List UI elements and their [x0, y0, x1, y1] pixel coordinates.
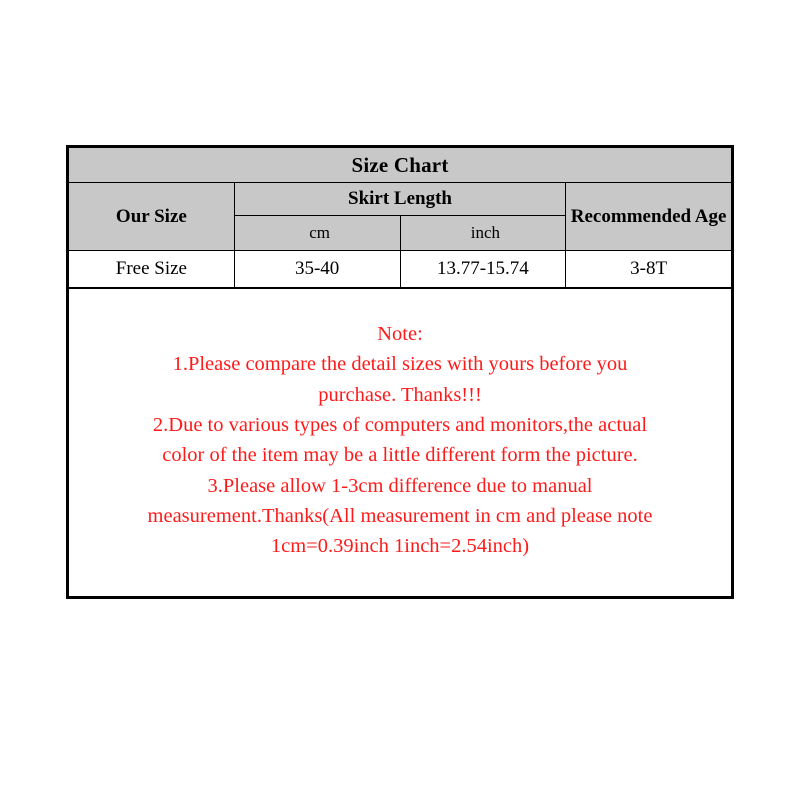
note-block: [69, 288, 731, 596]
cell-our-size: Free Size: [69, 251, 235, 288]
note-line-2: purchase. Thanks!!!: [318, 383, 482, 406]
header-our-size: Our Size: [69, 183, 235, 251]
table-row-note: [69, 288, 732, 597]
table-row-header-top: [69, 183, 732, 216]
note-line-4: color of the item may be a little different form the picture.: [162, 444, 638, 467]
note-title: Note:: [377, 323, 423, 345]
note-container: [69, 288, 732, 597]
note-line-6: measurement.Thanks(All measurement in cm and please note: [147, 504, 653, 527]
note-line-5: 3.Please allow 1-3cm difference due to manual: [207, 474, 593, 497]
cell-length-cm: 35-40: [234, 251, 400, 288]
size-chart-table: [68, 147, 732, 597]
cell-recommended-age: 3-8T: [566, 251, 732, 288]
header-skirt-length: Skirt Length: [234, 183, 566, 216]
header-recommended-age: Recommended Age: [566, 183, 732, 251]
header-unit-inch: inch: [400, 216, 566, 251]
table-row-title: [69, 148, 732, 183]
cell-length-inch: 13.77-15.74: [400, 251, 566, 288]
note-line-7: 1cm=0.39inch 1inch=2.54inch): [270, 535, 530, 558]
table-row: [69, 251, 732, 288]
chart-title: Size Chart: [69, 148, 732, 183]
note-line-1: 1.Please compare the detail sizes with yours before you: [172, 353, 628, 376]
note-line-3: 2.Due to various types of computers and monitors,the actual: [152, 413, 648, 436]
size-chart-container: [66, 145, 734, 599]
header-unit-cm: cm: [234, 216, 400, 251]
